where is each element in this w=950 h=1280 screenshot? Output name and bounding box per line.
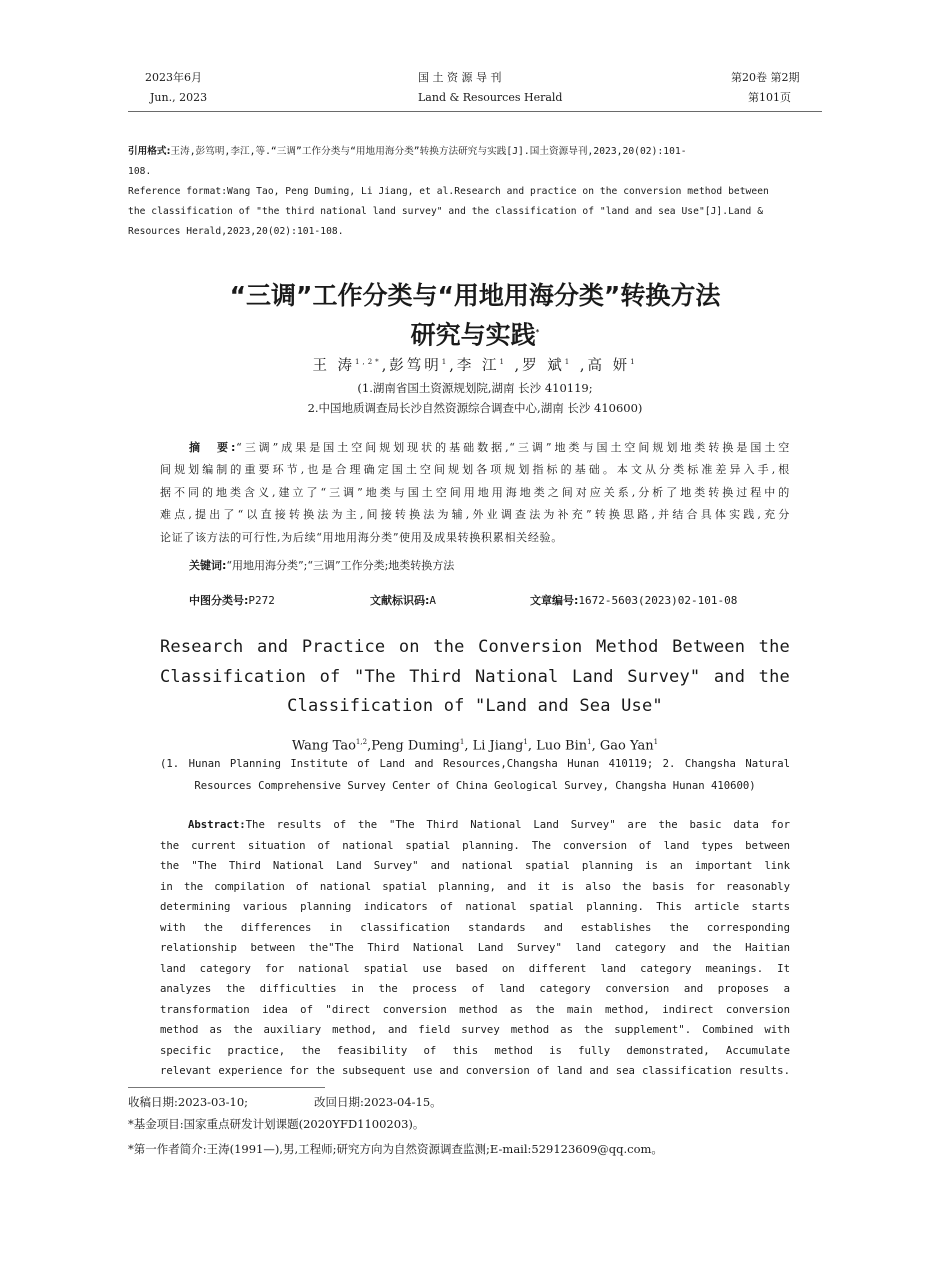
- header-rule: [128, 111, 822, 112]
- clc-number: 中图分类号:P272: [189, 594, 275, 607]
- authors-en: Wang Tao$^{1,2}$,Peng Duming$^1$, Li Jiang$^1$, Luo Bin$^1$, Gao Yan$^1$: [291, 738, 659, 754]
- header-date-cn: 2023年6月: [145, 71, 202, 84]
- header-journal-cn: 国 土 资 源 导 刊: [418, 71, 502, 84]
- fund-note: *基金项目:国家重点研发计划课题(2020YFD1100203)。: [128, 1117, 425, 1131]
- abstract-en: Abstract:The results of the "The Third National Land Survey" are the basic data for the current situation of national spatial planning. The conversion of land types between the "The Third National Land Survey" and national spatial planning is an important link in the compilation of national spatial planning, and it is also the basis for reasonably determining various planning indicators of national spatial planning. This article starts with the differences in classification standards and establishes the corresponding relationship between the"The Third National Land Survey" land category and the Haitian land category for national spatial use based on different land category meanings. It analyzes the difficulties in the process of land category conversion and proposes a transformation idea of "direct conversion method as the main method, indirect conversion method as the auxiliary method, and field survey method as the supplement". Combined with specific practice, the feasibility of this method is fully demonstrated, Accumulate relevant experience for the subsequent use and conversion of land and sea classification results.: [160, 815, 790, 1082]
- paper-title-cn: [128, 278, 822, 353]
- article-number: 文章编号:1672-5603(2023)02-101-08: [530, 594, 738, 607]
- citation-cn-line1: 引用格式:王涛,彭笃明,李江,等.“三调”工作分类与“用地用海分类”转换方法研究与实践[J].国土资源导刊,2023,20(02):101-: [128, 146, 687, 157]
- citation-en-line2: the classification of "the third national land survey" and the classification of "land and sea Use"[J].Land &: [128, 206, 764, 217]
- citation-en-line1: Reference format:Wang Tao, Peng Duming, Li Jiang, et al.Research and practice on the conversion method between: [128, 186, 769, 197]
- received-date: 收稿日期:2023-03-10;: [128, 1095, 249, 1109]
- title-en-line3: Classification of "Land and Sea Use": [287, 696, 663, 716]
- abstract-cn-line1: 摘 要:“三调”成果是国土空间规划现状的基础数据,“三调”地类与国土空间规划地类转换是国土空: [189, 441, 791, 454]
- authors-cn: 王 涛$^{1,2*}$,彭笃明$^1$,李 江$^1$ ,罗 斌$^1$ ,高 妍$^1$: [312, 357, 638, 374]
- abstract-en-label: Abstract:: [188, 818, 246, 831]
- keywords-label: 关键词:: [189, 559, 227, 572]
- title-cn-line2: 研究与实践*: [410, 320, 540, 350]
- abstract-cn: [160, 437, 790, 549]
- footnote-rule: [128, 1087, 325, 1088]
- citation-cn-label: 引用格式:: [128, 146, 171, 157]
- citation-block: [128, 142, 818, 242]
- title-en-line2: Classification of "The Third National Land Survey" and the: [160, 666, 790, 687]
- paper-title-en: [160, 633, 790, 722]
- affiliations-cn: (1.湖南省国土资源规划院,湖南 长沙 410119; 2.中国地质调查局长沙自然资源综合调查中心,湖南 长沙 410600): [307, 381, 643, 415]
- citation-cn-line2: 108.: [128, 166, 152, 177]
- document-code: 文献标识码:A: [370, 594, 437, 607]
- revised-date: 改回日期:2023-04-15。: [314, 1095, 442, 1109]
- author-intro: *第一作者简介:王涛(1991—),男,工程师;研究方向为自然资源调查监测;E-mail:529123609@qq.com。: [128, 1142, 663, 1156]
- header-page: 第101页: [748, 91, 791, 104]
- abstract-cn-label: 摘 要:: [189, 441, 237, 454]
- abstract-cn-line3: 据不同的地类含义,建立了“三调”地类与国土空间用地用海地类之间对应关系,分析了地类转换过程中的: [160, 485, 790, 499]
- title-cn-line1: “三调”工作分类与“用地用海分类”转换方法: [229, 281, 721, 310]
- keywords-cn: 关键词:“用地用海分类”;“三调”工作分类;地类转换方法: [189, 559, 455, 572]
- abstract-cn-line4: 难点,提出了“以直接转换法为主,间接转换法为辅,外业调查法为补充”转换思路,并结合具体实践,充分: [160, 508, 790, 522]
- citation-en-line3: Resources Herald,2023,20(02):101-108.: [128, 226, 344, 237]
- title-en-line1: Research and Practice on the Conversion Method Between the: [160, 637, 790, 657]
- abstract-en-line1: Abstract:The results of the "The Third National Land Survey" are the basic data for: [188, 818, 790, 831]
- affiliations-en: (1. Hunan Planning Institute of Land and Resources,Changsha Hunan 410119; 2. Changsha Natural Resources Comprehensive Survey Center of China Geological Survey, Changsha Hunan 410600): [160, 758, 790, 792]
- abstract-cn-line5: 论证了该方法的可行性,为后续“用地用海分类”使用及成果转换积累相关经验。: [160, 530, 563, 544]
- header-date-en: Jun., 2023: [150, 91, 208, 104]
- title-footnote-mark: *: [535, 328, 540, 336]
- header-volume: 第20卷 第2期: [731, 71, 800, 84]
- header-journal-en: Land & Resources Herald: [418, 91, 563, 104]
- abstract-cn-line2: 间规划编制的重要环节,也是合理确定国土空间规划各项规划指标的基础。本文从分类标准差异入手,根: [160, 463, 790, 477]
